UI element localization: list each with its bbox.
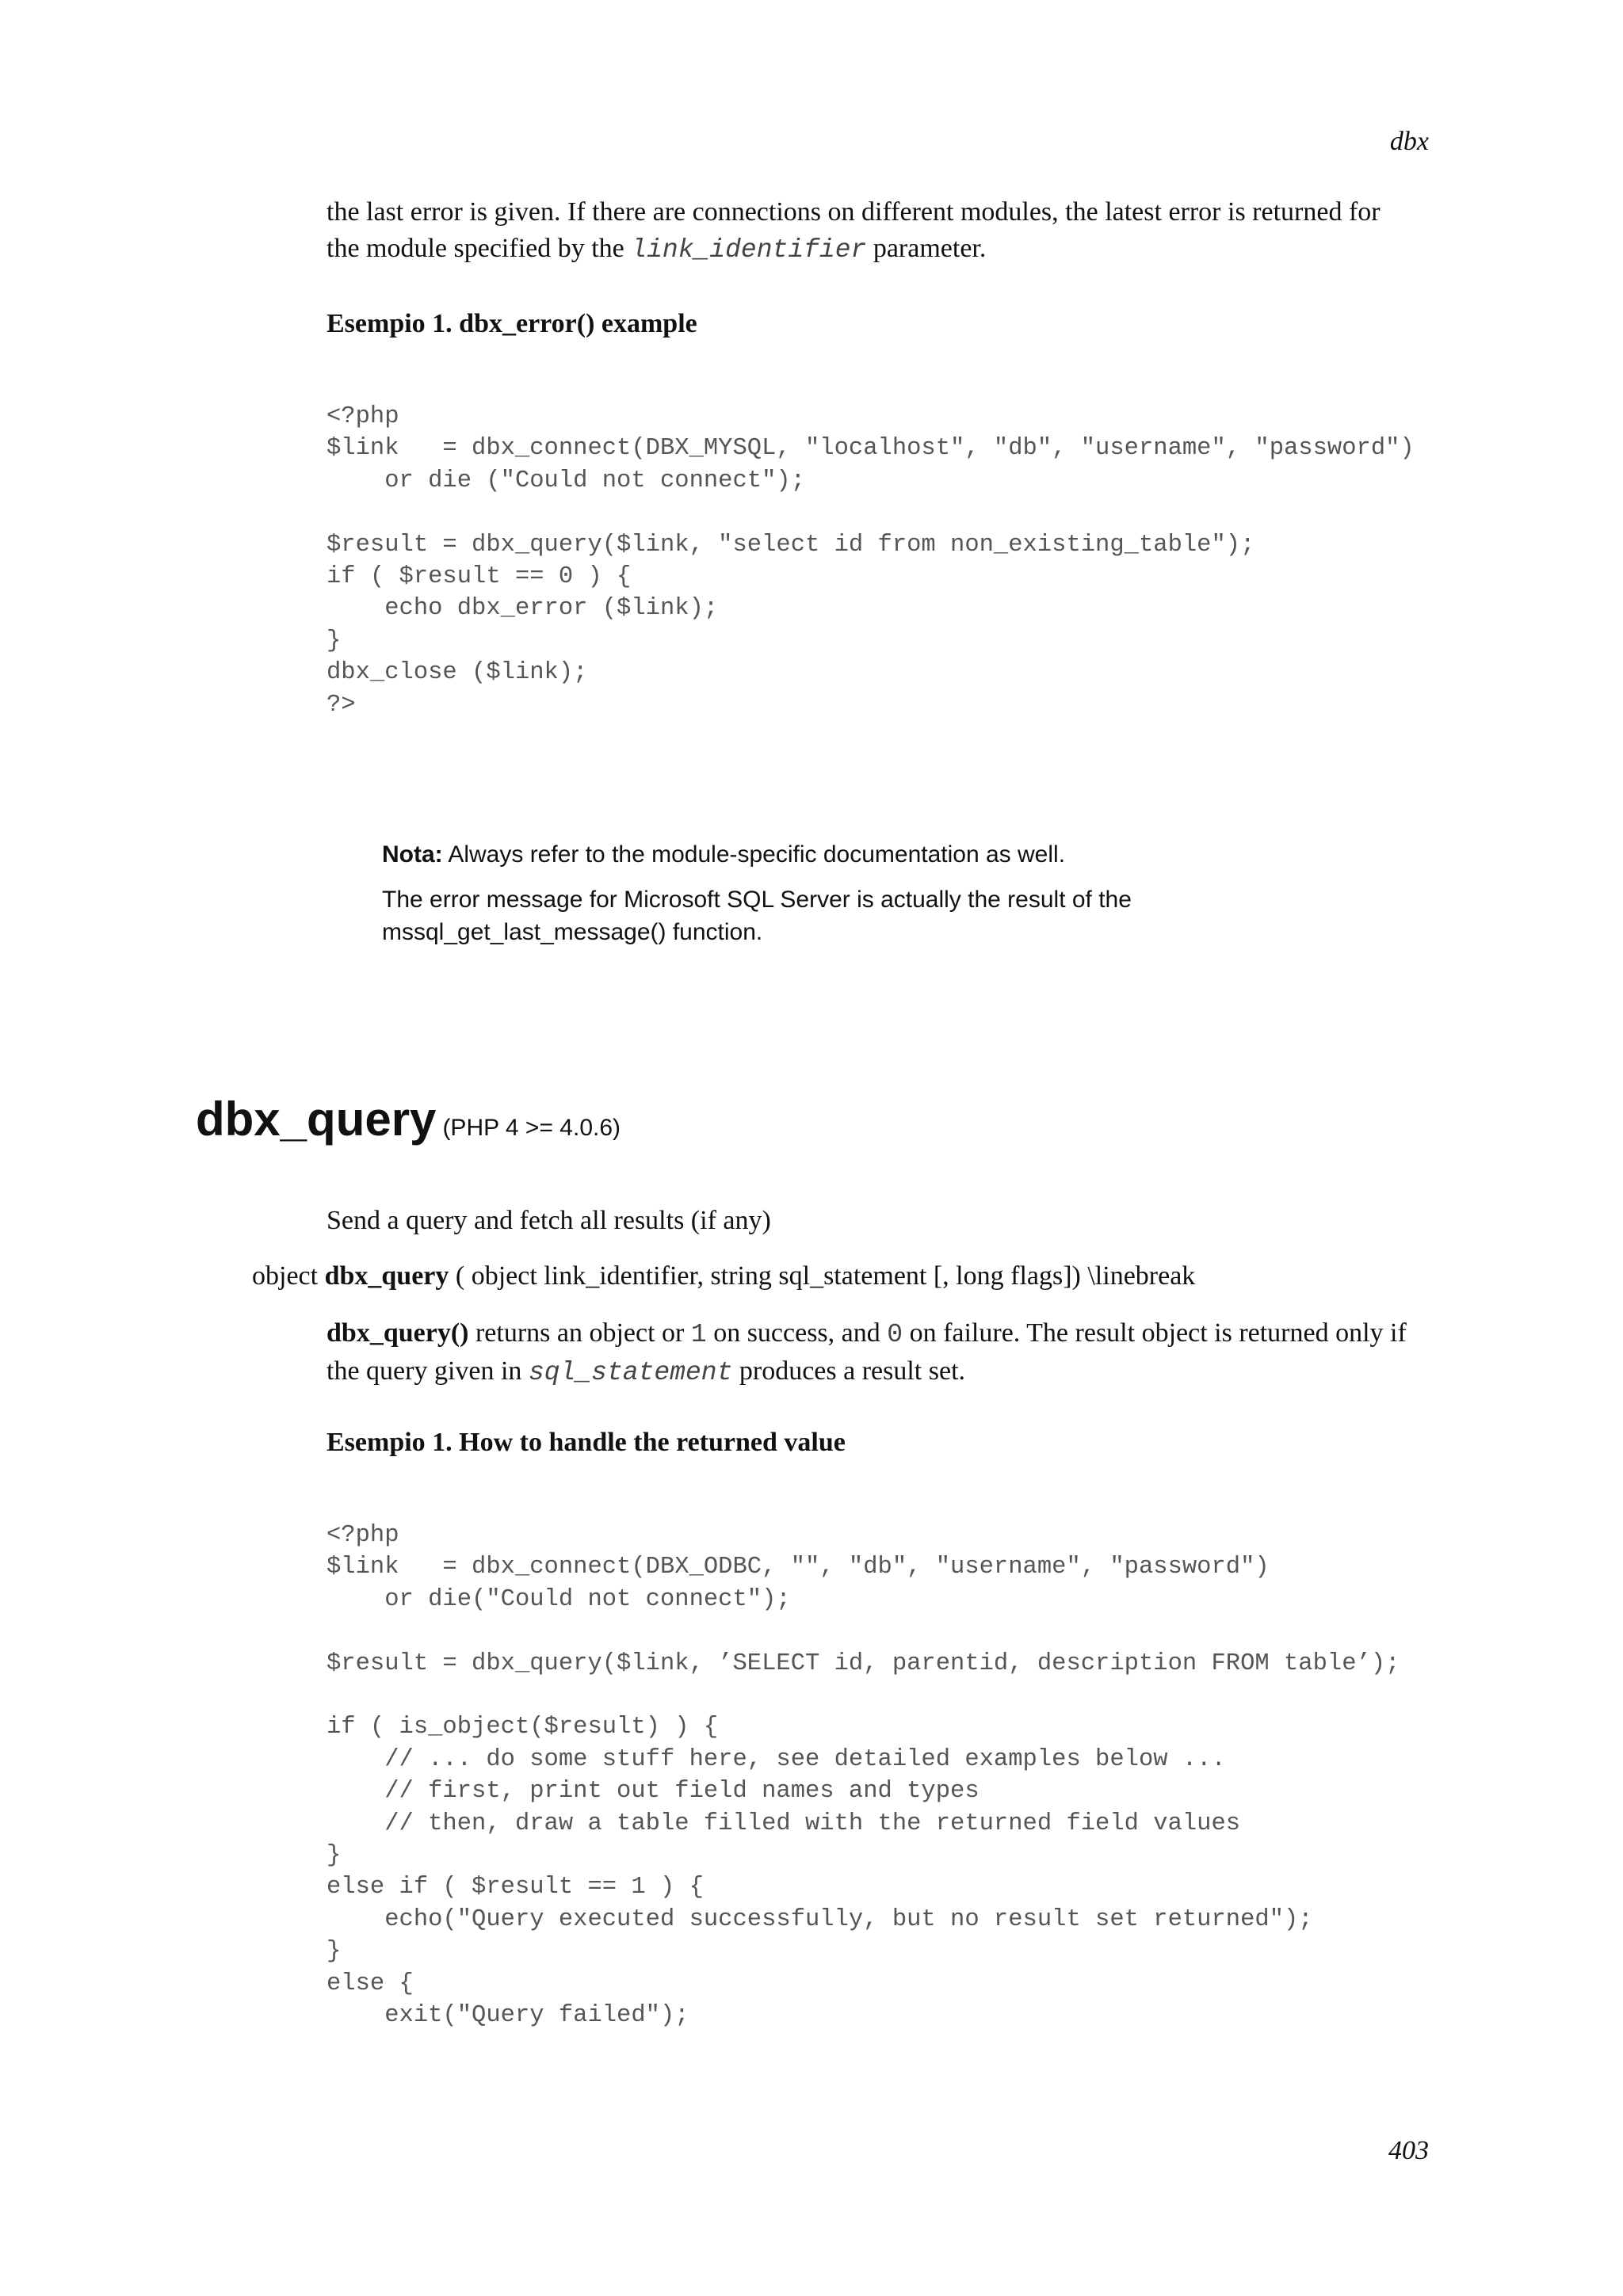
param-link-identifier: link_identifier <box>631 235 867 265</box>
section-title: dbx_query <box>196 1093 437 1146</box>
description-text-3: on failure. The result object is returned only if <box>903 1318 1407 1348</box>
example-1-code: <?php $link = dbx_connect(DBX_MYSQL, "localhost", "db", "username", "password") or die ("Could not connect"); $result = dbx_query($link, "select id from non_existing_table"); if ( $result == 0 ) { echo dbx_error ($link); } dbx_close ($link); ?> <box>327 403 1415 719</box>
intro-text-end: parameter. <box>866 234 987 263</box>
function-synopsis <box>252 1261 1195 1291</box>
synopsis-return-type: object <box>252 1261 325 1291</box>
description-line-2 <box>327 1353 1436 1391</box>
intro-line-2 <box>327 231 1436 269</box>
note-text-1: Always refer to the module-specific documentation as well. <box>442 841 1066 868</box>
description-text-2: on success, and <box>706 1318 888 1348</box>
note-line-3: mssql_get_last_message() function. <box>382 919 763 945</box>
value-zero: 0 <box>887 1320 903 1349</box>
description-line-1 <box>327 1315 1436 1353</box>
intro-paragraph <box>327 194 1436 269</box>
description-text-1: returns an object or <box>468 1318 691 1348</box>
description-paragraph <box>327 1315 1436 1391</box>
note-line-1 <box>382 838 1254 871</box>
page-number: 403 <box>1388 2136 1429 2165</box>
synopsis-params: ( object link_identifier, string sql_statement [, long flags]) \linebreak <box>449 1261 1196 1291</box>
intro-line-1: the last error is given. If there are connections on different modules, the latest error is returned for <box>327 197 1381 227</box>
note-label: Nota: <box>382 841 443 868</box>
section-version: (PHP 4 >= 4.0.6) <box>442 1115 621 1141</box>
synopsis-function-name: dbx_query <box>324 1261 449 1291</box>
example-2-code: <?php $link = dbx_connect(DBX_ODBC, "", "db", "username", "password") or die("Could not connect"); $result = dbx_query($link, ’SELECT id, parentid, description FROM table’); if ( is_object($result) ) { // ... do some stuff here, see detailed examples below ... // first, print out field names and types // then, draw a table filled with the returned field values } else if ( $result == 1 ) { echo("Query executed successfully, but no result set returned"); } else { exit("Query failed"); <box>327 1522 1400 2030</box>
description-text-4: the query given in <box>327 1356 529 1386</box>
param-sql-statement: sql_statement <box>528 1358 733 1387</box>
value-one: 1 <box>690 1320 707 1349</box>
running-header: dbx <box>1389 127 1429 156</box>
section-purpose: Send a query and fetch all results (if any) <box>327 1206 771 1235</box>
description-text-5: produces a result set. <box>732 1356 966 1386</box>
intro-text: the module specified by the <box>327 234 632 263</box>
section-heading <box>196 1092 621 1146</box>
note-line-2: The error message for Microsoft SQL Server is actually the result of the <box>382 887 1132 913</box>
example-2-title: Esempio 1. How to handle the returned value <box>327 1428 846 1457</box>
example-1-title: Esempio 1. dbx_error() example <box>327 309 697 338</box>
description-func-ref: dbx_query() <box>327 1318 469 1348</box>
note-box <box>382 838 1254 948</box>
